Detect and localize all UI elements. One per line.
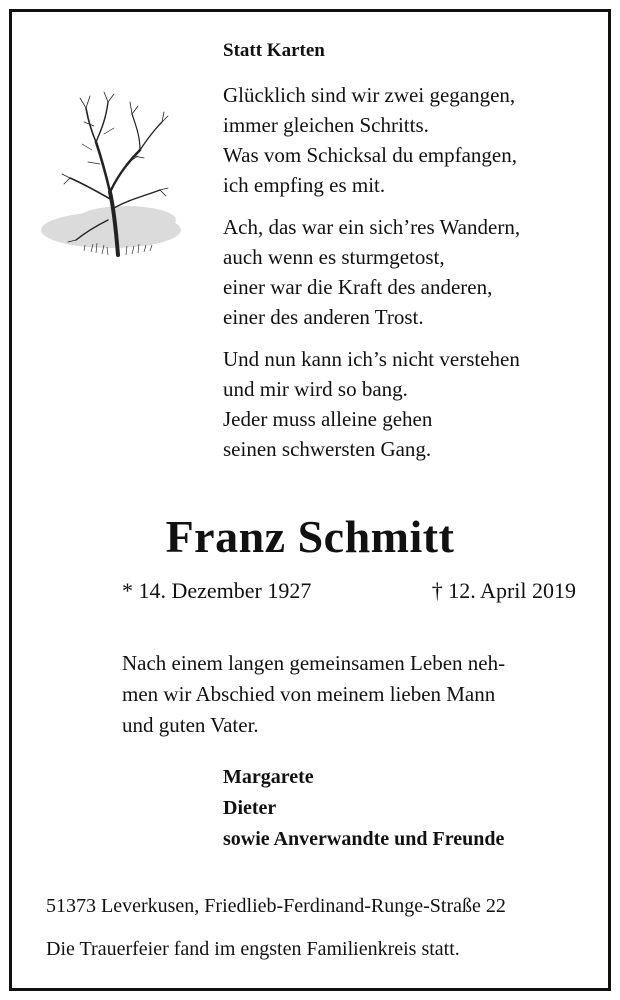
message-line: und guten Vater. xyxy=(122,713,259,737)
poem-stanza-3 xyxy=(223,344,520,464)
poem-line: und mir wird so bang. xyxy=(223,377,408,401)
poem-line: Und nun kann ich’s nicht verstehen xyxy=(223,347,520,371)
poem-line: Ach, das war ein sich’res Wandern, xyxy=(223,215,521,239)
poem-line: Glücklich sind wir zwei gegangen, xyxy=(223,83,516,107)
poem-line: einer des anderen Trost. xyxy=(223,305,424,329)
message-line: men wir Abschied von meinem lieben Mann xyxy=(122,682,496,706)
poem-stanza-2 xyxy=(223,212,520,332)
poem-line: seinen schwersten Gang. xyxy=(223,437,432,461)
signers-list xyxy=(223,762,504,855)
poem-stanza-1 xyxy=(223,80,517,200)
poem-line: einer war die Kraft des anderen, xyxy=(223,275,493,299)
poem-line: auch wenn es sturmgetost, xyxy=(223,245,445,269)
poem-line: Jeder muss alleine gehen xyxy=(223,407,433,431)
funeral-note: Die Trauerfeier fand im engsten Familienkreis statt. xyxy=(46,938,460,960)
poem-line: Was vom Schicksal du empfangen, xyxy=(223,143,517,167)
farewell-message xyxy=(122,648,577,741)
header-title: Statt Karten xyxy=(223,40,325,61)
message-line: Nach einem langen gemeinsamen Leben neh- xyxy=(122,651,506,675)
poem-line: ich empfing es mit. xyxy=(223,173,386,197)
signer: Dieter xyxy=(223,797,277,819)
signer: sowie Anverwandte und Freunde xyxy=(223,828,505,850)
poem-line: immer gleichen Schritts. xyxy=(223,113,429,137)
deceased-name: Franz Schmitt xyxy=(165,511,455,562)
death-date: † 12. April 2019 xyxy=(431,578,576,603)
signer: Margarete xyxy=(223,766,314,788)
birth-date: * 14. Dezember 1927 xyxy=(122,578,312,603)
bare-tree-icon xyxy=(36,80,186,270)
address: 51373 Leverkusen, Friedlieb-Ferdinand-Runge-Straße 22 xyxy=(46,895,506,917)
